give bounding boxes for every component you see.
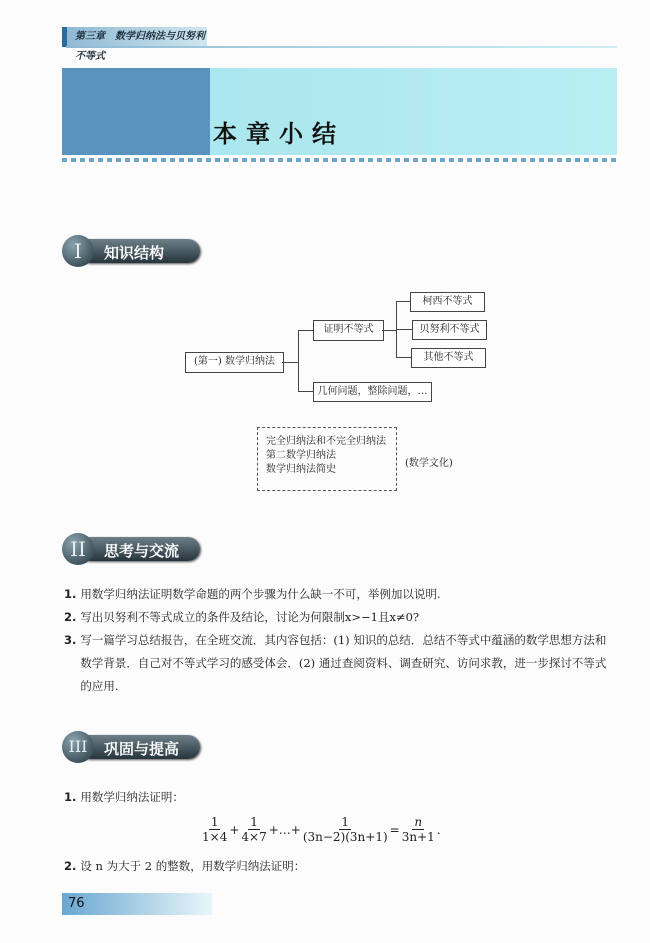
item-text: 用数学归纳法证明： bbox=[80, 790, 184, 804]
section-label: 知识结构 bbox=[104, 244, 165, 262]
section-label: 思考与交流 bbox=[104, 542, 180, 560]
title-banner-accent bbox=[62, 68, 210, 155]
section-badge-knowledge-structure bbox=[62, 235, 202, 267]
page-number: 76 bbox=[62, 893, 212, 915]
item-number: 3. bbox=[64, 633, 77, 647]
item-text: 设 n 为大于 2 的整数，用数学归纳法证明： bbox=[80, 859, 306, 873]
fraction: $\frac{1}{1\times 4}$ bbox=[202, 815, 228, 844]
diagram-leaf-cauchy: 柯西不等式 bbox=[410, 292, 485, 312]
connector bbox=[298, 330, 313, 331]
item-number: 2. bbox=[64, 610, 77, 624]
formula bbox=[200, 815, 441, 844]
item-number: 2. bbox=[64, 859, 77, 873]
chapter-header: 第三章 数学归纳法与贝努利不等式 bbox=[62, 27, 207, 47]
fraction: $\frac{n}{3n+1}$ bbox=[401, 815, 435, 844]
item-text: 写一篇学习总结报告，在全班交流．其内容包括：(1) 知识的总结．总结不等式中蕴涵的数学思想方法和数学背景．自己对不等式学习的感受体会．(2) 通过查阅资料、调查研究、访问求教，进一步探讨不等式的应用. bbox=[80, 633, 607, 693]
section-label: 巩固与提高 bbox=[104, 740, 180, 758]
operator: = bbox=[389, 822, 400, 837]
culture-item: 数学归纳法简史 bbox=[266, 464, 336, 475]
culture-item: 第二数学归纳法 bbox=[266, 450, 336, 461]
page-title: 本章小结 bbox=[213, 120, 345, 148]
connector bbox=[396, 329, 412, 330]
item-text: 写出贝努利不等式成立的条件及结论，讨论为何限制x>−1且x≠0? bbox=[80, 610, 420, 624]
diagram-branch-inequality: 证明不等式 bbox=[313, 320, 384, 341]
fraction: $\frac{1}{4\times 7}$ bbox=[241, 815, 267, 844]
connector bbox=[298, 330, 299, 392]
item-number: 1. bbox=[64, 587, 77, 601]
section-numeral: II bbox=[62, 533, 94, 565]
operator: . bbox=[436, 822, 441, 837]
dotted-divider bbox=[62, 158, 617, 162]
connector bbox=[382, 330, 396, 331]
section-numeral: I bbox=[62, 235, 94, 267]
diagram-leaf-other: 其他不等式 bbox=[411, 348, 486, 368]
discussion-item bbox=[64, 583, 614, 606]
fraction: $\frac{1}{(3n-2)(3n+1)}$ bbox=[302, 815, 388, 844]
operator: + bbox=[229, 822, 240, 837]
exercise-item bbox=[64, 855, 614, 878]
section-badge-discussion bbox=[62, 533, 202, 565]
diagram-leaf-bernoulli: 贝努利不等式 bbox=[412, 320, 487, 340]
section-numeral: III bbox=[62, 731, 94, 763]
discussion-item bbox=[64, 606, 614, 629]
culture-item: 完全归纳法和不完全归纳法 bbox=[266, 436, 386, 447]
connector bbox=[396, 301, 410, 302]
discussion-item bbox=[64, 629, 614, 698]
culture-label: (数学文化) bbox=[405, 458, 453, 469]
culture-box bbox=[257, 427, 397, 491]
connector bbox=[396, 357, 411, 358]
operator: +…+ bbox=[268, 822, 301, 837]
exercise-item bbox=[64, 786, 614, 809]
diagram-root: (第一) 数学归纳法 bbox=[185, 352, 284, 373]
item-number: 1. bbox=[64, 790, 77, 804]
connector bbox=[298, 391, 313, 392]
diagram-branch-other: 几何问题，整除问题，… bbox=[313, 382, 432, 402]
connector bbox=[282, 362, 298, 363]
section-badge-consolidation bbox=[62, 731, 202, 763]
header-rule bbox=[66, 46, 617, 48]
item-text: 用数学归纳法证明数学命题的两个步骤为什么缺一不可，举例加以说明. bbox=[80, 587, 441, 601]
